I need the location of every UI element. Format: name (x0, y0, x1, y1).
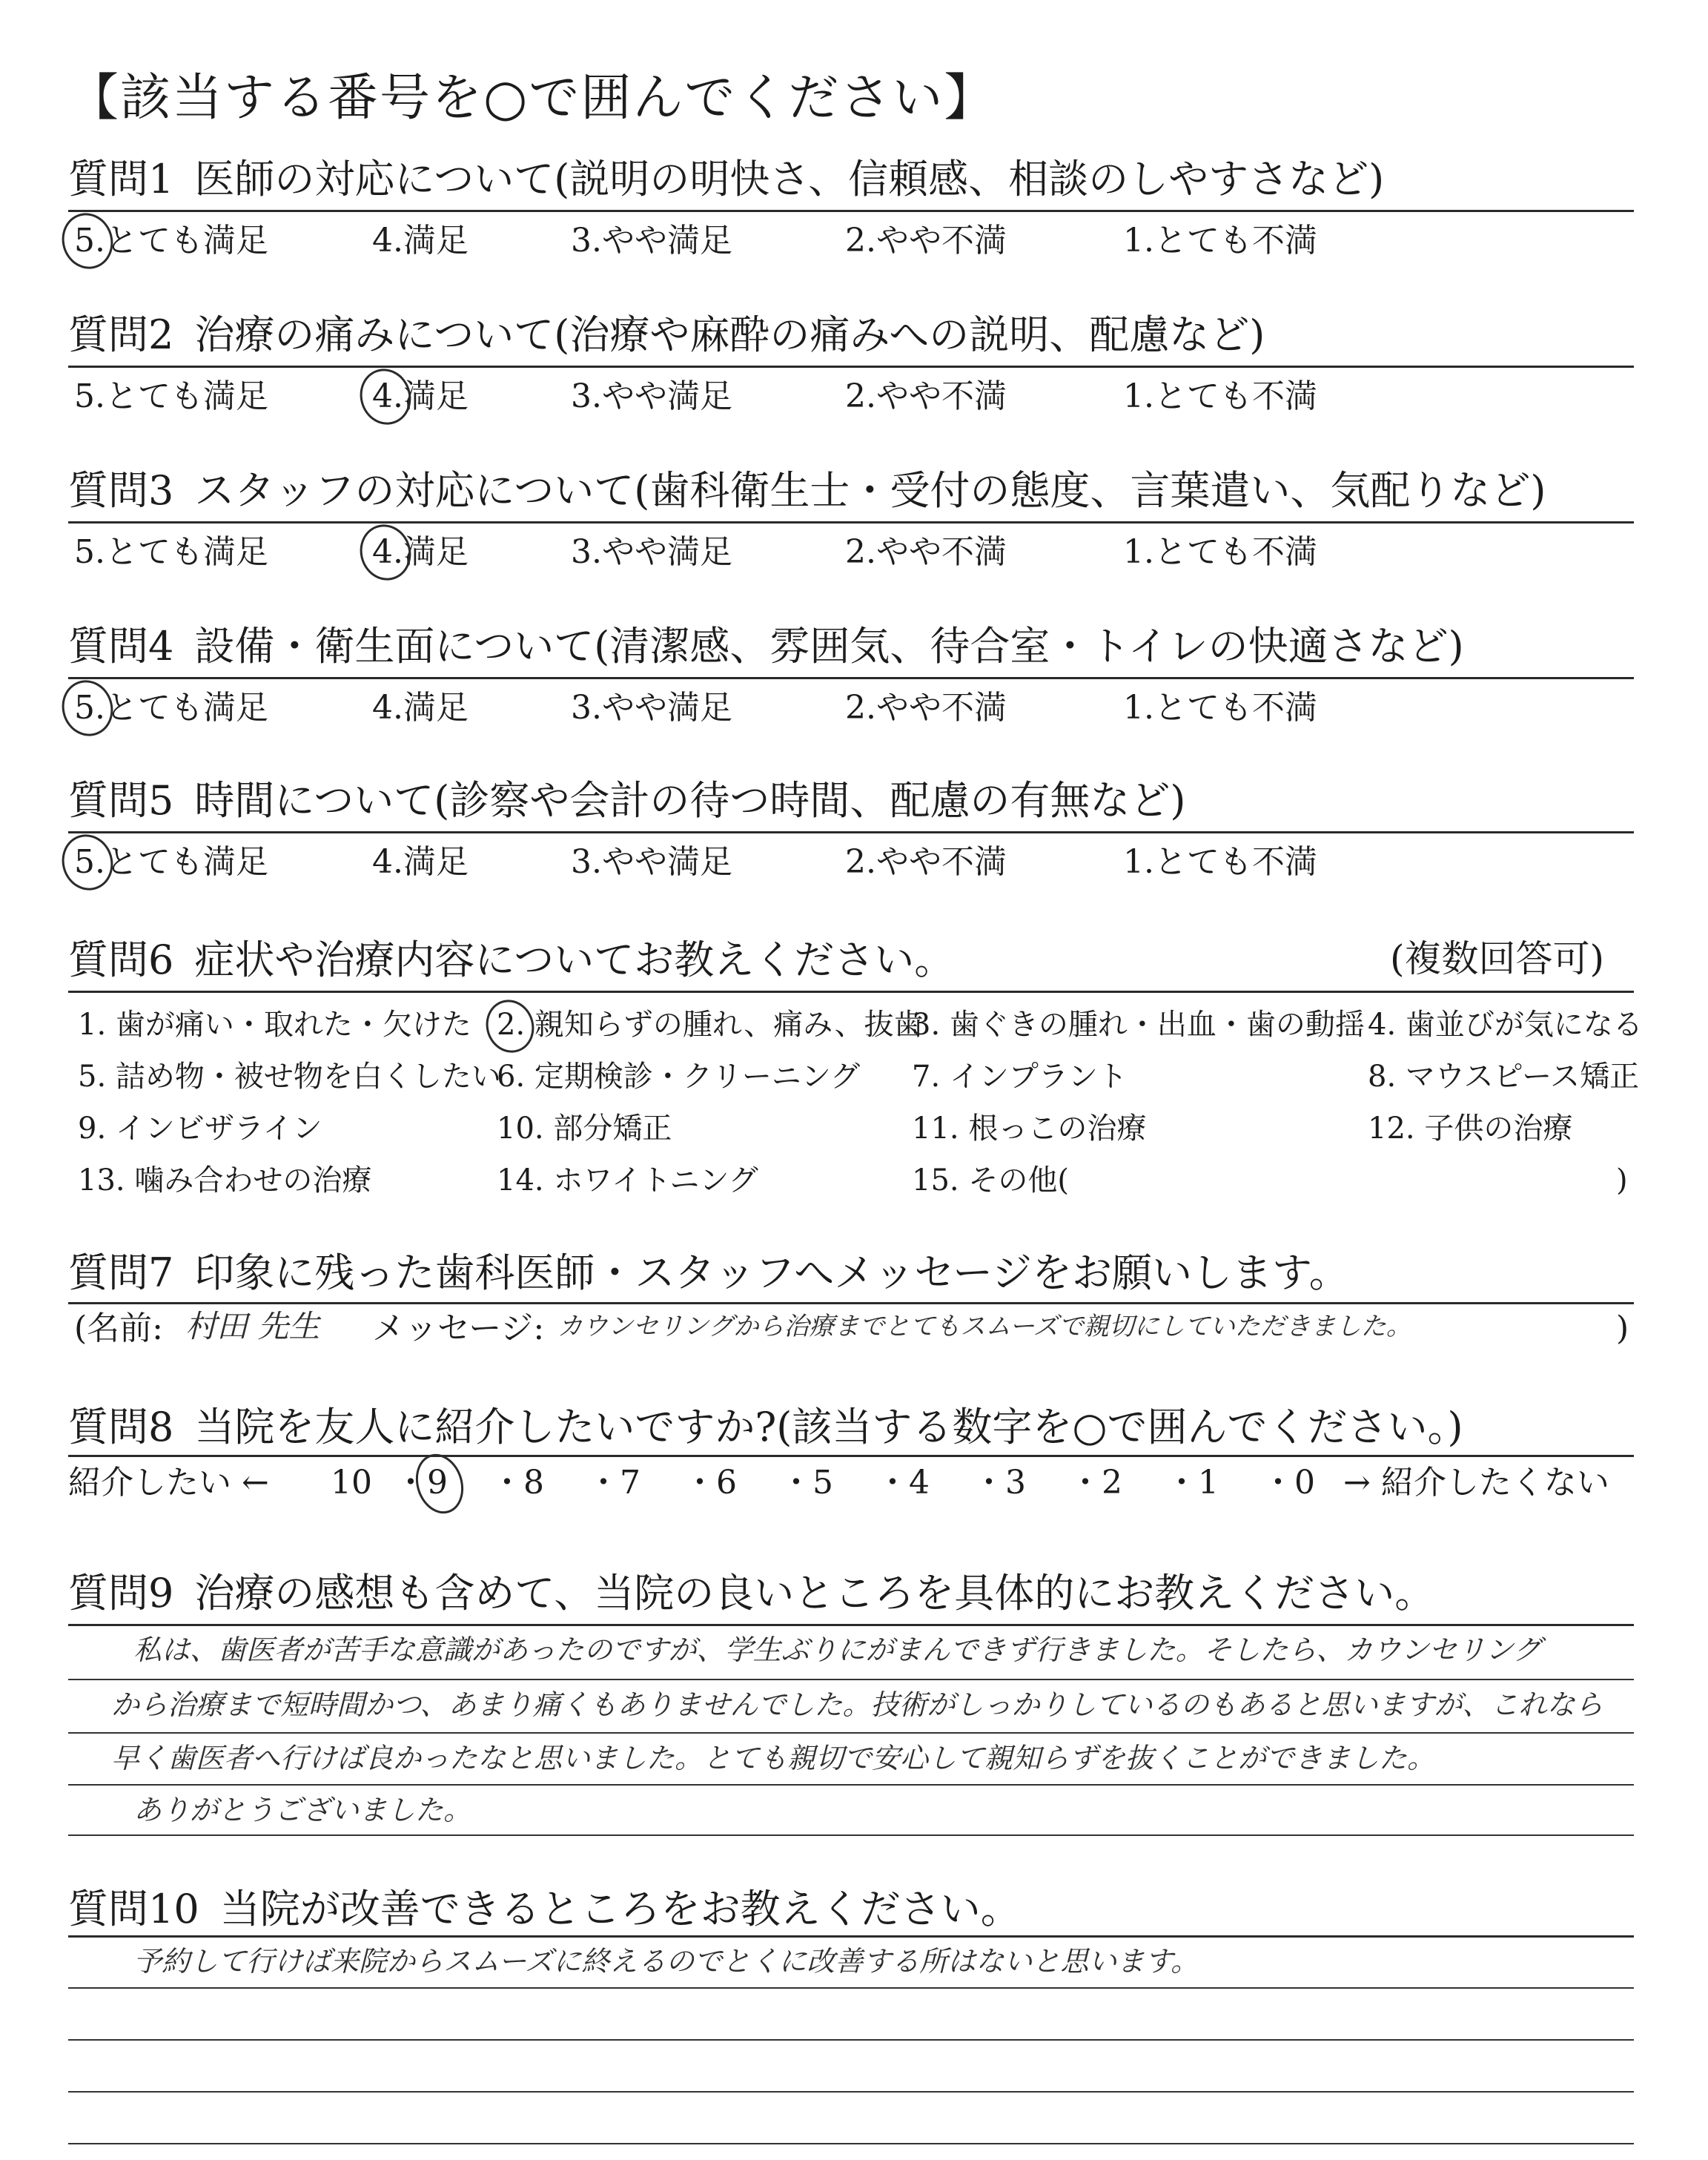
q3-text: スタッフの対応について(歯科衛生士・受付の態度、言葉遣い、気配りなど) (194, 467, 1546, 514)
q7-message-value[interactable]: カウンセリングから治療までとてもスムーズで親切にしていただきました。 (557, 1312, 1411, 1341)
q1-option-5[interactable]: 5.とても満足 (74, 222, 268, 260)
q3-option-3[interactable]: 3.やや満足 (571, 533, 732, 571)
survey-header: 【該当する番号を○で囲んでください】 (68, 69, 996, 128)
q9-rule (68, 1624, 1634, 1626)
q3-rule (68, 521, 1634, 524)
q3-option-5[interactable]: 5.とても満足 (74, 533, 268, 571)
q2-rule (68, 366, 1634, 368)
q8-scale-0[interactable]: 0 (1294, 1464, 1315, 1502)
q4-option-5[interactable]: 5.とても満足 (74, 689, 268, 727)
q5-text: 時間について(診察や会計の待つ時間、配慮の有無など) (194, 777, 1186, 824)
q6-rule (68, 991, 1634, 993)
selection-circle (55, 206, 120, 275)
selection-circle (353, 518, 418, 587)
q2-option-4[interactable]: 4.満足 (372, 377, 469, 415)
q8-scale-10[interactable]: 10 (331, 1464, 372, 1502)
q1-title (68, 156, 1385, 202)
q6-option-5[interactable]: 5. 詰め物・被せ物を白くしたい (78, 1060, 501, 1094)
q3-number: 質問3 (68, 467, 174, 514)
q8-scale-separator: ・ (1262, 1464, 1294, 1502)
q10-text: 当院が改善できるところをお教えください。 (219, 1886, 1021, 1932)
q9-title (68, 1570, 1435, 1616)
q6-option-12[interactable]: 12. 子供の治療 (1368, 1112, 1573, 1146)
q6-option-2[interactable]: 2. 親知らずの腫れ、痛み、抜歯 (497, 1008, 924, 1042)
q8-scale-separator: ・ (1069, 1464, 1102, 1502)
q6-option-4[interactable]: 4. 歯並びが気になる (1368, 1008, 1643, 1042)
q7-text: 印象に残った歯科医師・スタッフへメッセージをお願いします。 (194, 1249, 1349, 1296)
q8-scale-separator: ・ (683, 1464, 716, 1502)
q4-option-1[interactable]: 1.とても不満 (1123, 689, 1317, 727)
q8-rule (68, 1455, 1634, 1457)
selection-circle (408, 1447, 471, 1519)
q2-option-1[interactable]: 1.とても不満 (1123, 377, 1317, 415)
q8-left-label: 紹介したい ← (68, 1464, 269, 1502)
q6-title (68, 937, 955, 983)
q5-option-3[interactable]: 3.やや満足 (571, 843, 732, 881)
q4-text: 設備・衛生面について(清潔感、雰囲気、待合室・トイレの快適さなど) (194, 623, 1464, 670)
q5-option-2[interactable]: 2.やや不満 (845, 843, 1007, 881)
q1-option-3[interactable]: 3.やや満足 (571, 222, 732, 260)
q4-rule (68, 677, 1634, 679)
q10-rule (68, 1935, 1634, 1938)
q3-title (68, 467, 1546, 514)
q2-option-3[interactable]: 3.やや満足 (571, 377, 732, 415)
q8-right-label: → 紹介したくない (1343, 1464, 1609, 1502)
q8-scale-7[interactable]: 7 (620, 1464, 640, 1502)
q9-answer-line[interactable]: ありがとうございました。 (133, 1794, 472, 1826)
q5-option-1[interactable]: 1.とても不満 (1123, 843, 1317, 881)
q10-answer-line[interactable]: 予約して行けば来院からスムーズに終えるのでとくに改善する所はないと思います。 (133, 1945, 1199, 1978)
q10-title (68, 1886, 1021, 1932)
q7-name-label: (名前: (74, 1309, 163, 1347)
selection-circle (353, 362, 418, 431)
q6-option-3[interactable]: 3. 歯ぐきの腫れ・出血・歯の動揺 (912, 1008, 1365, 1042)
q3-option-1[interactable]: 1.とても不満 (1123, 533, 1317, 571)
q1-rule (68, 210, 1634, 212)
q8-scale-1[interactable]: 1 (1198, 1464, 1219, 1502)
q8-text: 当院を友人に紹介したいですか?(該当する数字を○で囲んでください。) (194, 1404, 1463, 1450)
q4-title (68, 623, 1464, 670)
q8-scale-separator: ・ (780, 1464, 812, 1502)
q1-number: 質問1 (68, 156, 174, 202)
q6-multiple-note: (複数回答可) (1389, 937, 1604, 980)
selection-circle (479, 994, 540, 1059)
q8-scale-2[interactable]: 2 (1102, 1464, 1122, 1502)
q4-option-2[interactable]: 2.やや不満 (845, 689, 1007, 727)
q10-line-rule (68, 2143, 1634, 2144)
q6-option-15[interactable]: 15. その他( (912, 1163, 1069, 1198)
q8-scale-3[interactable]: 3 (1005, 1464, 1026, 1502)
q10-number: 質問10 (68, 1886, 199, 1932)
q9-answer-line[interactable]: 早く歯医者へ行けば良かったなと思いました。とても親切で安心して親知らずを抜くことができました。 (111, 1742, 1436, 1774)
q7-message-label: メッセージ: (372, 1309, 545, 1347)
selection-circle (55, 673, 120, 742)
q6-option-14[interactable]: 14. ホワイトニング (497, 1163, 758, 1198)
q8-scale-separator: ・ (491, 1464, 523, 1502)
q10-line-rule (68, 2039, 1634, 2041)
q4-option-4[interactable]: 4.満足 (372, 689, 469, 727)
q3-option-2[interactable]: 2.やや不満 (845, 533, 1007, 571)
q8-number: 質問8 (68, 1404, 174, 1450)
q2-option-2[interactable]: 2.やや不満 (845, 377, 1007, 415)
q1-text: 医師の対応について(説明の明快さ、信頼感、相談のしやすさなど) (194, 156, 1385, 202)
q8-scale-5[interactable]: 5 (812, 1464, 833, 1502)
q8-scale-separator: ・ (587, 1464, 620, 1502)
q3-option-4[interactable]: 4.満足 (372, 533, 469, 571)
q6-option-6[interactable]: 6. 定期検診・クリーニング (497, 1060, 861, 1094)
selection-circle (55, 828, 120, 896)
q9-text: 治療の感想も含めて、当院の良いところを具体的にお教えください。 (194, 1570, 1435, 1616)
q6-option-1[interactable]: 1. 歯が痛い・取れた・欠けた (78, 1008, 471, 1042)
q6-option-11[interactable]: 11. 根っこの治療 (912, 1112, 1147, 1146)
q6-other-close-paren: ) (1616, 1163, 1628, 1198)
q6-option-7[interactable]: 7. インプラント (912, 1060, 1128, 1094)
q10-line-rule (68, 2091, 1634, 2093)
q8-title (68, 1404, 1463, 1450)
q9-line-rule (68, 1732, 1634, 1734)
q1-option-2[interactable]: 2.やや不満 (845, 222, 1007, 260)
q2-number: 質問2 (68, 311, 174, 358)
q4-number: 質問4 (68, 623, 174, 670)
q6-option-10[interactable]: 10. 部分矯正 (497, 1112, 672, 1146)
q7-title (68, 1249, 1349, 1296)
q9-answer-line[interactable]: から治療まで短時間かつ、あまり痛くもありませんでした。技術がしっかりしているのもあると思いますが、これなら (111, 1688, 1603, 1721)
q1-option-1[interactable]: 1.とても不満 (1123, 222, 1317, 260)
q1-option-4[interactable]: 4.満足 (372, 222, 469, 260)
q5-option-5[interactable]: 5.とても満足 (74, 843, 268, 881)
q8-scale-separator: ・ (876, 1464, 909, 1502)
q6-text: 症状や治療内容についてお教えください。 (194, 937, 955, 983)
q6-option-9[interactable]: 9. インビザライン (78, 1112, 322, 1146)
q6-option-8[interactable]: 8. マウスピース矯正 (1368, 1060, 1640, 1094)
q8-scale-9[interactable]: 9 (427, 1464, 448, 1502)
q5-option-4[interactable]: 4.満足 (372, 843, 469, 881)
q9-line-rule (68, 1784, 1634, 1786)
q9-answer-line[interactable]: 私は、歯医者が苦手な意識があったのですが、学生ぶりにがまんできず行きました。そしたら、カウンセリング (133, 1634, 1541, 1666)
q8-scale-separator: ・ (394, 1464, 427, 1502)
q6-option-13[interactable]: 13. 噛み合わせの治療 (78, 1163, 372, 1198)
q8-scale-separator: ・ (973, 1464, 1005, 1502)
q9-number: 質問9 (68, 1570, 174, 1616)
q9-line-rule (68, 1834, 1634, 1836)
q5-rule (68, 831, 1634, 833)
q8-scale-4[interactable]: 4 (909, 1464, 930, 1502)
q8-scale-8[interactable]: 8 (523, 1464, 544, 1502)
q7-number: 質問7 (68, 1249, 174, 1296)
q7-rule (68, 1302, 1634, 1304)
q4-option-3[interactable]: 3.やや満足 (571, 689, 732, 727)
q8-scale-separator: ・ (1165, 1464, 1198, 1502)
q8-scale-6[interactable]: 6 (716, 1464, 737, 1502)
q7-close-paren: ) (1616, 1309, 1629, 1347)
q6-number: 質問6 (68, 937, 174, 983)
q2-option-5[interactable]: 5.とても満足 (74, 377, 268, 415)
q2-title (68, 311, 1265, 358)
q7-name-value[interactable]: 村田 先生 (185, 1308, 320, 1344)
q5-number: 質問5 (68, 777, 174, 824)
q9-line-rule (68, 1679, 1634, 1680)
q2-text: 治療の痛みについて(治療や麻酔の痛みへの説明、配慮など) (194, 311, 1265, 358)
q10-line-rule (68, 1987, 1634, 1989)
q5-title (68, 777, 1186, 824)
